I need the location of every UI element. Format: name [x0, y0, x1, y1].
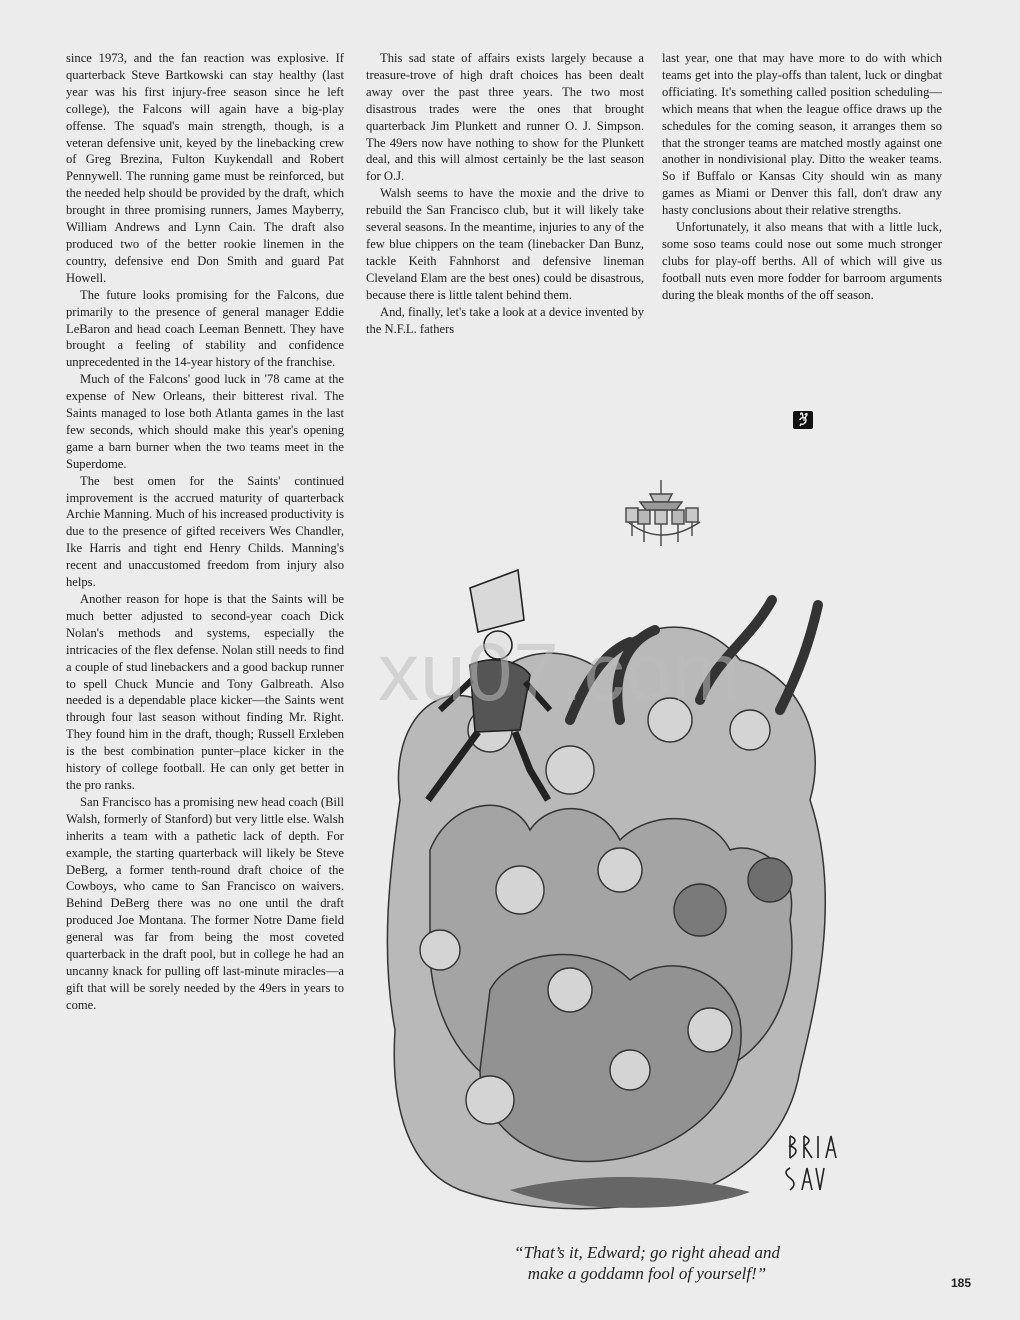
paragraph: San Francisco has a promising new head coach (Bill Walsh, formerly of Stanford) but very little else. Walsh inherits a team with a pathetic lack of depth. For example, the starting quarterback will likely be Steve DeBerg, a former tenth-round draft choice of the Cowboys, who came to San Francisco on waivers. Behind DeBerg there was no one until the draft produced Joe Montana. The former Notre Dame field general was far from being the most coveted quarterback in the draft pool, but in college he had an uncanny knack for pulling off last-minute miracles—a gift that will be sorely needed by the 49ers in years to come.: [66, 794, 344, 1012]
caption-line: make a goddamn fool of yourself!”: [527, 1264, 767, 1283]
paragraph: This sad state of affairs exists largely because a treasure-trove of high draft choices has been dealt away over the past three years. The two most disastrous trades were the ones that brought quarterback Jim Plunkett and runner O. J. Simpson. The 49ers now have nothing to show for the Plunkett deal, and this will almost certainly be the last season for O.J.: [366, 51, 644, 184]
paragraph: The future looks promising for the Falcons, due primarily to the presence of general manager Eddie LeBaron and head coach Leeman Bennett. They have brought a feeling of stability and confidence unprecedented in the 14-year history of the franchise.: [66, 287, 344, 370]
cartoon-illustration: [370, 470, 840, 1230]
chandelier-icon: [626, 480, 700, 546]
watermark: xu07.com: [378, 627, 742, 718]
rabbit-end-mark-icon: [793, 411, 813, 429]
paragraph: since 1973, and the fan reaction was explosive. If quarterback Steve Bartkowski can stay healthy (last year was his first injury-free season since he left college), the Falcons will again have a big-play offense. The squad's main strength, though, is a veteran defensive unit, keyed by the linebacking crew of Greg Brezina, Fulton Kuykendall and Robert Pennywell. The running game must be reinforced, but the needed help should be provided by the draft, which brought in three promising runners, James Mayberry, William Andrews and Lynn Cain. The draft also produced two of the better rookie linemen in the country, defensive end Don Smith and guard Pat Howell.: [66, 51, 344, 285]
caption-line: “That’s it, Edward; go right ahead and: [514, 1243, 780, 1262]
cartoon-caption: [462, 1242, 832, 1284]
paragraph: Unfortunately, it also means that with a little luck, some soso teams could nose out some much stronger clubs for play-off berths. All of which will give us football nuts even more fodder for barroom arguments during the bleak months of the off season.: [662, 220, 942, 302]
text-column-3: [662, 50, 942, 304]
paragraph: last year, one that may have more to do with which teams get into the play-offs than talent, luck or dingbat officiating. It's something called position scheduling—which means that when the league office draws up the schedules for the coming season, it arranges them so that the stronger teams are matched mostly against one another in nondivisional play. Ditto the weaker teams. So if Buffalo or Kansas City should win as many games as Miami or Denver this fall, don't draw any hasty conclusions about their relative strengths.: [662, 51, 942, 218]
paragraph: The best omen for the Saints' continued improvement is the accrued maturity of quarterback Archie Manning. Much of his increased productivity is due to the presence of gifted receivers Wes Chandler, Ike Harris and tight end Henry Childs. Manning's recent and unaccustomed freedom from injury also helps.: [66, 473, 344, 590]
paragraph: And, finally, let's take a look at a device invented by the N.F.L. fathers: [366, 304, 644, 336]
artist-signature: [786, 1136, 836, 1190]
paragraph: Much of the Falcons' good luck in '78 came at the expense of New Orleans, their bitterest rival. The Saints managed to lose both Atlanta games in the last few seconds, which should make this year's opening game a barn burner when the two teams meet in the Superdome.: [66, 372, 344, 471]
paragraph: Another reason for hope is that the Saints will be much better adjusted to second-year coach Dick Nolan's methods and systems, especially the intricacies of the flex defense. Nolan still needs to find a couple of stud linebackers and a good backup runner to spell Chuck Muncie and Tony Galbreath. Also needed is a dependable place kicker—the Saints went through four last season without finding Mr. Right. They found him in the draft, though; Russell Erxleben is the best combination punter–place kicker in the history of college football. He can only get better in the pro ranks.: [66, 592, 344, 792]
text-column-2: [366, 50, 644, 337]
page-number: 185: [951, 1276, 972, 1290]
text-column-1: [66, 50, 344, 1014]
paragraph: Walsh seems to have the moxie and the drive to rebuild the San Francisco club, but it will likely take several seasons. In the meantime, injuries to any of the few blue chippers on the team (linebacker Dan Bunz, tackle Keith Fahnhorst and defensive lineman Cleveland Elam are the best ones) could be disastrous, because there is little talent behind them.: [366, 186, 644, 302]
